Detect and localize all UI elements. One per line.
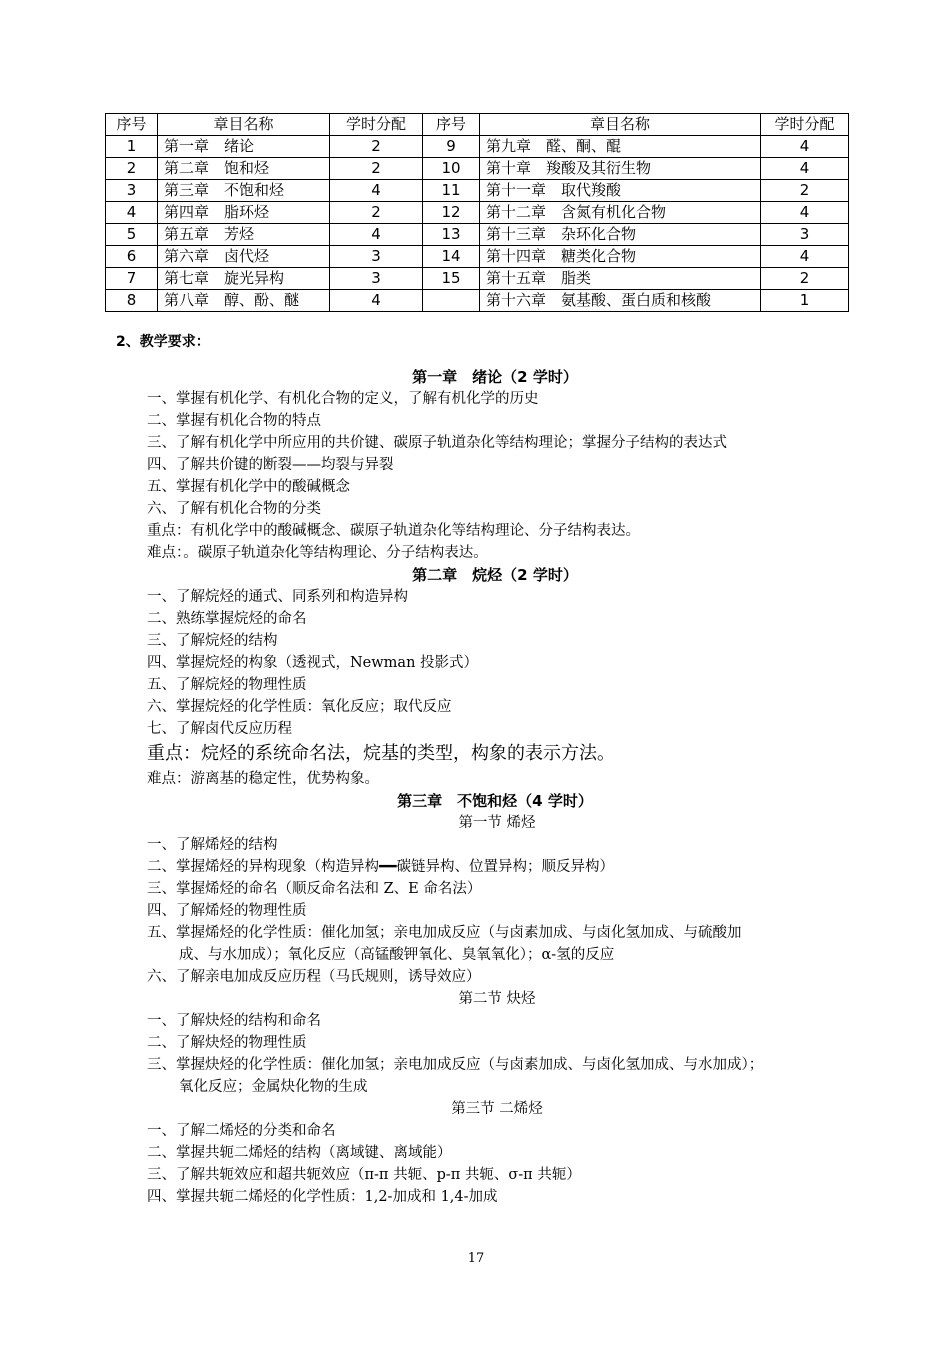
cell-hours: 2 — [330, 136, 423, 158]
table-row — [106, 202, 849, 224]
requirement-line: 四、了解共价键的断裂——均裂与异裂 — [147, 457, 394, 473]
header-index: 序号 — [106, 114, 158, 136]
table-header-row — [106, 114, 849, 136]
requirement-line: 一、掌握有机化学、有机化合物的定义，了解有机化学的历史 — [147, 391, 539, 407]
cell-chapter-name: 第一章 绪论 — [158, 136, 330, 158]
cell-index — [423, 290, 480, 312]
header-chapter-name: 章目名称 — [480, 114, 761, 136]
requirement-line: 四、了解烯烃的物理性质 — [147, 903, 307, 919]
section-label: 2、教学要求： — [116, 334, 210, 350]
header-hours: 学时分配 — [761, 114, 849, 136]
requirement-line: 七、了解卤代反应历程 — [147, 721, 292, 737]
cell-chapter-name: 第十一章 取代羧酸 — [480, 180, 761, 202]
cell-index: 3 — [106, 180, 158, 202]
section-heading: 第三节 二烯烃 — [451, 1101, 543, 1117]
requirement-line: 一、了解炔烃的结构和命名 — [147, 1013, 321, 1029]
cell-hours: 4 — [761, 202, 849, 224]
requirement-line: 六、了解有机化合物的分类 — [147, 501, 321, 517]
cell-chapter-name: 第十六章 氨基酸、蛋白质和核酸 — [480, 290, 761, 312]
cell-chapter-name: 第八章 醇、酚、醚 — [158, 290, 330, 312]
cell-index: 14 — [423, 246, 480, 268]
cell-hours: 1 — [761, 290, 849, 312]
cell-hours: 4 — [761, 246, 849, 268]
chapter-heading: 第三章 不饱和烃（4 学时） — [397, 792, 593, 810]
cell-hours: 2 — [761, 268, 849, 290]
requirement-continuation: 氧化反应；金属炔化物的生成 — [179, 1079, 368, 1095]
requirement-line: 五、了解烷烃的物理性质 — [147, 677, 307, 693]
cell-hours: 2 — [761, 180, 849, 202]
cell-index: 7 — [106, 268, 158, 290]
header-hours: 学时分配 — [330, 114, 423, 136]
chapter-heading: 第二章 烷烃（2 学时） — [412, 566, 578, 584]
cell-chapter-name: 第十章 羧酸及其衍生物 — [480, 158, 761, 180]
cell-index: 2 — [106, 158, 158, 180]
requirement-line: 一、了解烷烃的通式、同系列和构造异构 — [147, 589, 408, 605]
requirement-line: 二、熟练掌握烷烃的命名 — [147, 611, 307, 627]
requirement-line: 二、掌握烯烃的异构现象（构造异构━━碳链异构、位置异构；顺反异构） — [147, 859, 614, 875]
requirement-line: 四、掌握烷烃的构象（透视式，Newman 投影式） — [147, 655, 479, 671]
requirement-continuation: 成、与水加成）；氧化反应（高锰酸钾氧化、臭氧氧化）；α-氢的反应 — [179, 947, 615, 963]
requirement-line: 难点：游离基的稳定性，优势构象。 — [147, 771, 379, 787]
cell-index: 6 — [106, 246, 158, 268]
cell-hours: 4 — [761, 158, 849, 180]
cell-chapter-name: 第六章 卤代烃 — [158, 246, 330, 268]
page-number: 17 — [467, 1251, 485, 1266]
requirement-line: 二、掌握共轭二烯烃的结构（离域键、离域能） — [147, 1145, 452, 1161]
requirement-line: 一、了解烯烃的结构 — [147, 837, 278, 853]
cell-hours: 3 — [330, 268, 423, 290]
cell-chapter-name: 第十二章 含氮有机化合物 — [480, 202, 761, 224]
requirement-line: 难点：。碳原子轨道杂化等结构理论、分子结构表达。 — [147, 545, 488, 561]
table-row — [106, 290, 849, 312]
requirement-line: 重点：有机化学中的酸碱概念、碳原子轨道杂化等结构理论、分子结构表达。 — [147, 523, 640, 539]
section-heading: 第一节 烯烃 — [458, 815, 536, 831]
chapter-heading: 第一章 绪论（2 学时） — [412, 368, 578, 386]
cell-hours: 4 — [330, 180, 423, 202]
cell-chapter-name: 第三章 不饱和烃 — [158, 180, 330, 202]
cell-chapter-name: 第十三章 杂环化合物 — [480, 224, 761, 246]
table-row — [106, 158, 849, 180]
requirement-line: 二、了解炔烃的物理性质 — [147, 1035, 307, 1051]
requirement-line: 三、了解有机化学中所应用的共价键、碳原子轨道杂化等结构理论；掌握分子结构的表达式 — [147, 435, 727, 451]
cell-index: 10 — [423, 158, 480, 180]
table-row — [106, 180, 849, 202]
cell-chapter-name: 第十五章 脂类 — [480, 268, 761, 290]
cell-index: 8 — [106, 290, 158, 312]
requirement-line: 四、掌握共轭二烯烃的化学性质：1,2-加成和 1,4-加成 — [147, 1189, 498, 1205]
requirement-line: 一、了解二烯烃的分类和命名 — [147, 1123, 336, 1139]
cell-chapter-name: 第五章 芳烃 — [158, 224, 330, 246]
cell-index: 5 — [106, 224, 158, 246]
requirement-line: 三、掌握炔烃的化学性质：催化加氢；亲电加成反应（与卤素加成、与卤化氢加成、与水加成）； — [147, 1057, 764, 1073]
cell-hours: 3 — [330, 246, 423, 268]
cell-hours: 3 — [761, 224, 849, 246]
cell-index: 11 — [423, 180, 480, 202]
requirement-line: 三、掌握烯烃的命名（顺反命名法和 Z、E 命名法） — [147, 881, 482, 897]
cell-chapter-name: 第十四章 糖类化合物 — [480, 246, 761, 268]
requirement-line: 三、了解烷烃的结构 — [147, 633, 278, 649]
requirement-line: 五、掌握有机化学中的酸碱概念 — [147, 479, 350, 495]
section-heading: 第二节 炔烃 — [458, 991, 536, 1007]
header-index: 序号 — [423, 114, 480, 136]
cell-index: 15 — [423, 268, 480, 290]
requirement-line: 五、掌握烯烃的化学性质：催化加氢；亲电加成反应（与卤素加成、与卤化氢加成、与硫酸加 — [147, 925, 742, 941]
requirement-line: 六、了解亲电加成反应历程（马氏规则，诱导效应） — [147, 969, 481, 985]
cell-index: 1 — [106, 136, 158, 158]
cell-index: 13 — [423, 224, 480, 246]
cell-chapter-name: 第七章 旋光异构 — [158, 268, 330, 290]
cell-chapter-name: 第二章 饱和烃 — [158, 158, 330, 180]
cell-hours: 4 — [330, 290, 423, 312]
cell-index: 12 — [423, 202, 480, 224]
requirement-line: 六、掌握烷烃的化学性质：氧化反应；取代反应 — [147, 699, 452, 715]
course-hours-table — [105, 113, 849, 312]
cell-chapter-name: 第四章 脂环烃 — [158, 202, 330, 224]
cell-hours: 4 — [330, 224, 423, 246]
requirement-line: 三、了解共轭效应和超共轭效应（π-π 共轭、p-π 共轭、σ-π 共轭） — [147, 1167, 581, 1183]
table-row — [106, 224, 849, 246]
cell-index: 4 — [106, 202, 158, 224]
cell-hours: 2 — [330, 158, 423, 180]
requirement-line: 二、掌握有机化合物的特点 — [147, 413, 321, 429]
table-row — [106, 136, 849, 158]
cell-hours: 4 — [761, 136, 849, 158]
teaching-requirements — [147, 366, 847, 1208]
cell-chapter-name: 第九章 醛、酮、醌 — [480, 136, 761, 158]
key-point-line: 重点：烷烃的系统命名法，烷基的类型，构象的表示方法。 — [147, 743, 615, 764]
cell-hours: 2 — [330, 202, 423, 224]
table-row — [106, 246, 849, 268]
cell-index: 9 — [423, 136, 480, 158]
table-row — [106, 268, 849, 290]
header-chapter-name: 章目名称 — [158, 114, 330, 136]
